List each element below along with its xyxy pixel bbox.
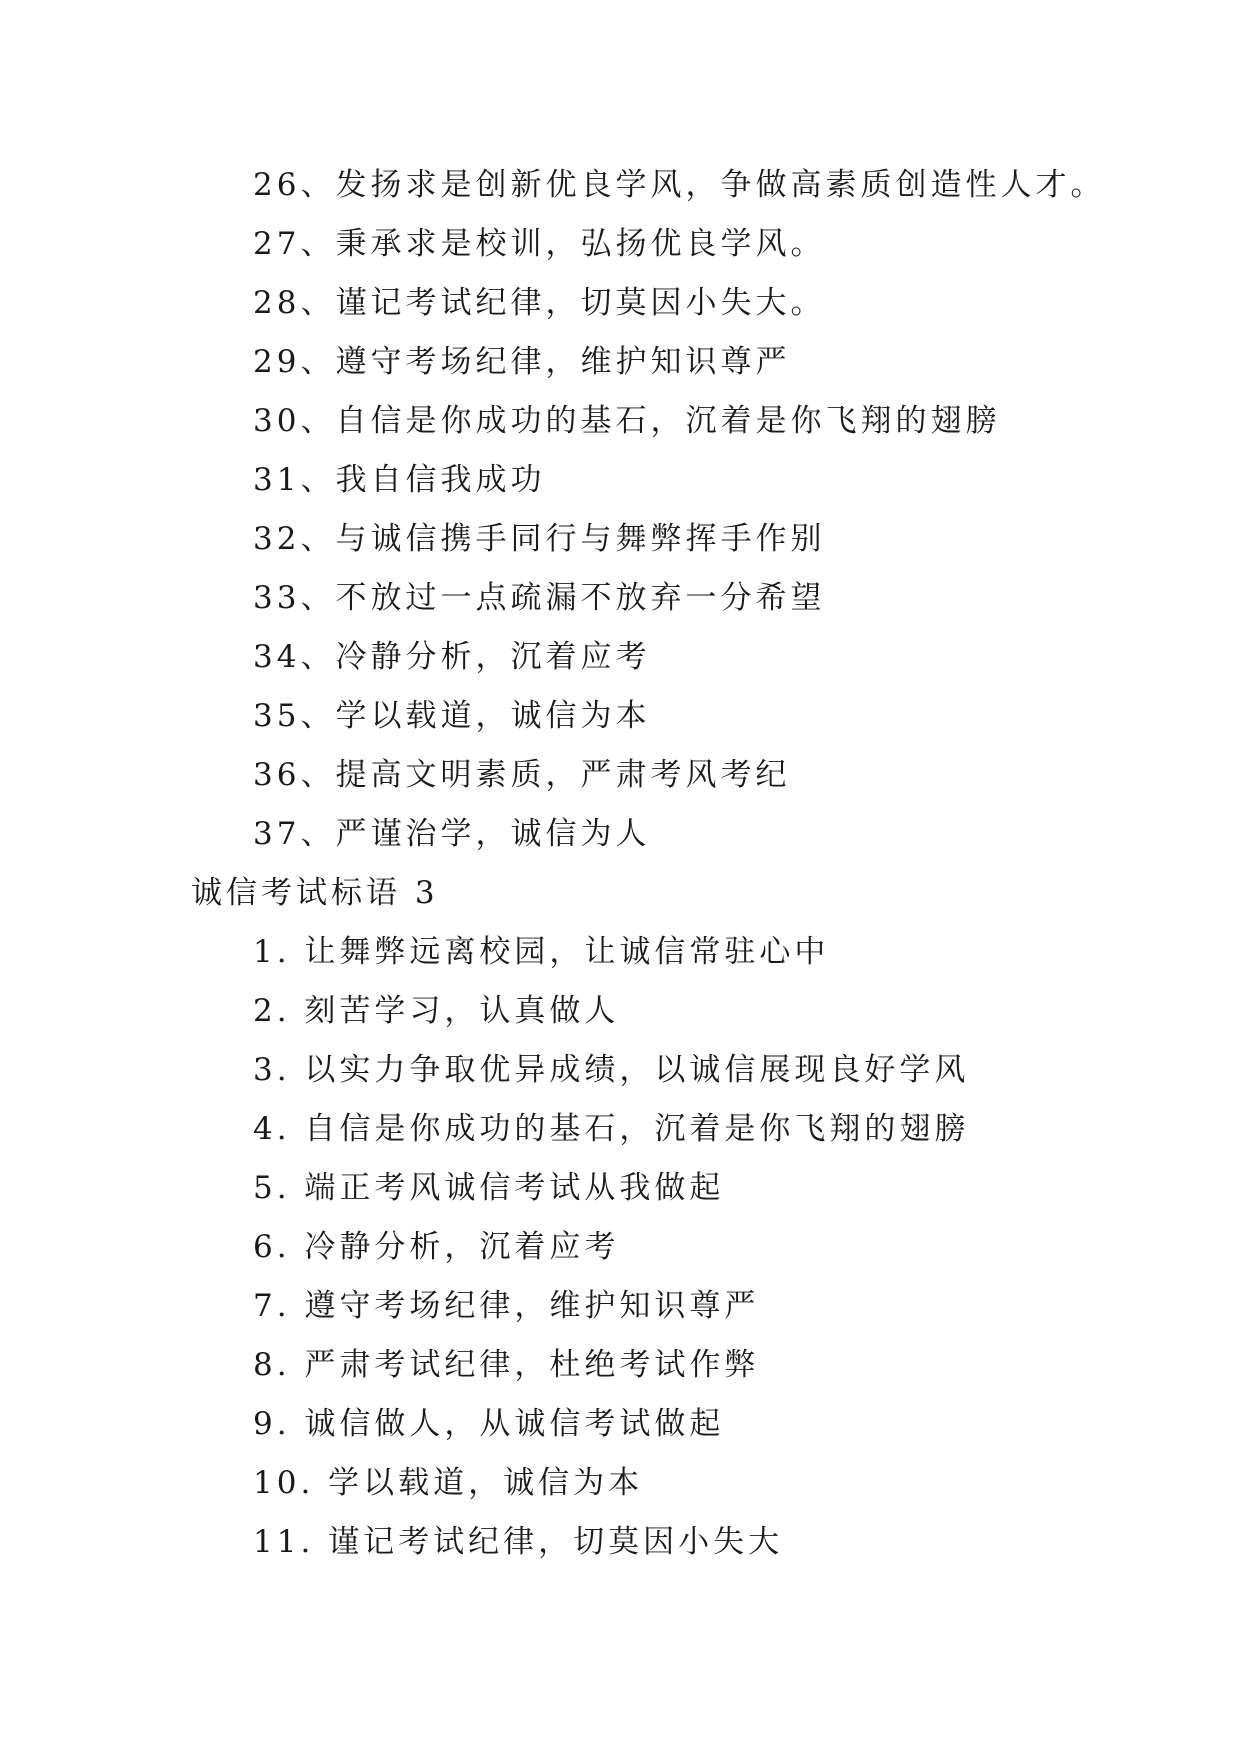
list-item: 1. 让舞弊远离校园，让诚信常驻心中: [253, 934, 830, 970]
list-item: 33、不放过一点疏漏不放弃一分希望: [253, 580, 826, 616]
list-item: 8. 严肃考试纪律，杜绝考试作弊: [253, 1347, 760, 1383]
list-item: 30、自信是你成功的基石，沉着是你飞翔的翅膀: [253, 403, 1001, 439]
list-item: 4. 自信是你成功的基石，沉着是你飞翔的翅膀: [253, 1111, 970, 1147]
list-item: 34、冷静分析，沉着应考: [253, 639, 651, 675]
list-item: 37、严谨治学，诚信为人: [253, 816, 651, 852]
list-item: 7. 遵守考场纪律，维护知识尊严: [253, 1288, 760, 1324]
list-item: 35、学以载道，诚信为本: [253, 698, 651, 734]
section-heading: 诚信考试标语 3: [191, 875, 439, 911]
list-item: 5. 端正考风诚信考试从我做起: [253, 1170, 725, 1206]
list-item: 28、谨记考试纪律，切莫因小失大。: [253, 285, 826, 321]
list-item: 29、遵守考场纪律，维护知识尊严: [253, 344, 791, 380]
list-item: 26、发扬求是创新优良学风，争做高素质创造性人才。: [253, 167, 1106, 203]
list-item: 32、与诚信携手同行与舞弊挥手作别: [253, 521, 826, 557]
list-item: 27、秉承求是校训，弘扬优良学风。: [253, 226, 826, 262]
list-item: 9. 诚信做人，从诚信考试做起: [253, 1406, 725, 1442]
list-item: 11. 谨记考试纪律，切莫因小失大: [253, 1524, 784, 1560]
list-item: 6. 冷静分析，沉着应考: [253, 1229, 620, 1265]
list-item: 2. 刻苦学习，认真做人: [253, 993, 620, 1029]
list-item: 3. 以实力争取优异成绩，以诚信展现良好学风: [253, 1052, 970, 1088]
list-item: 36、提高文明素质，严肃考风考纪: [253, 757, 791, 793]
list-item: 31、我自信我成功: [253, 462, 546, 498]
list-item: 10. 学以载道，诚信为本: [253, 1465, 644, 1501]
